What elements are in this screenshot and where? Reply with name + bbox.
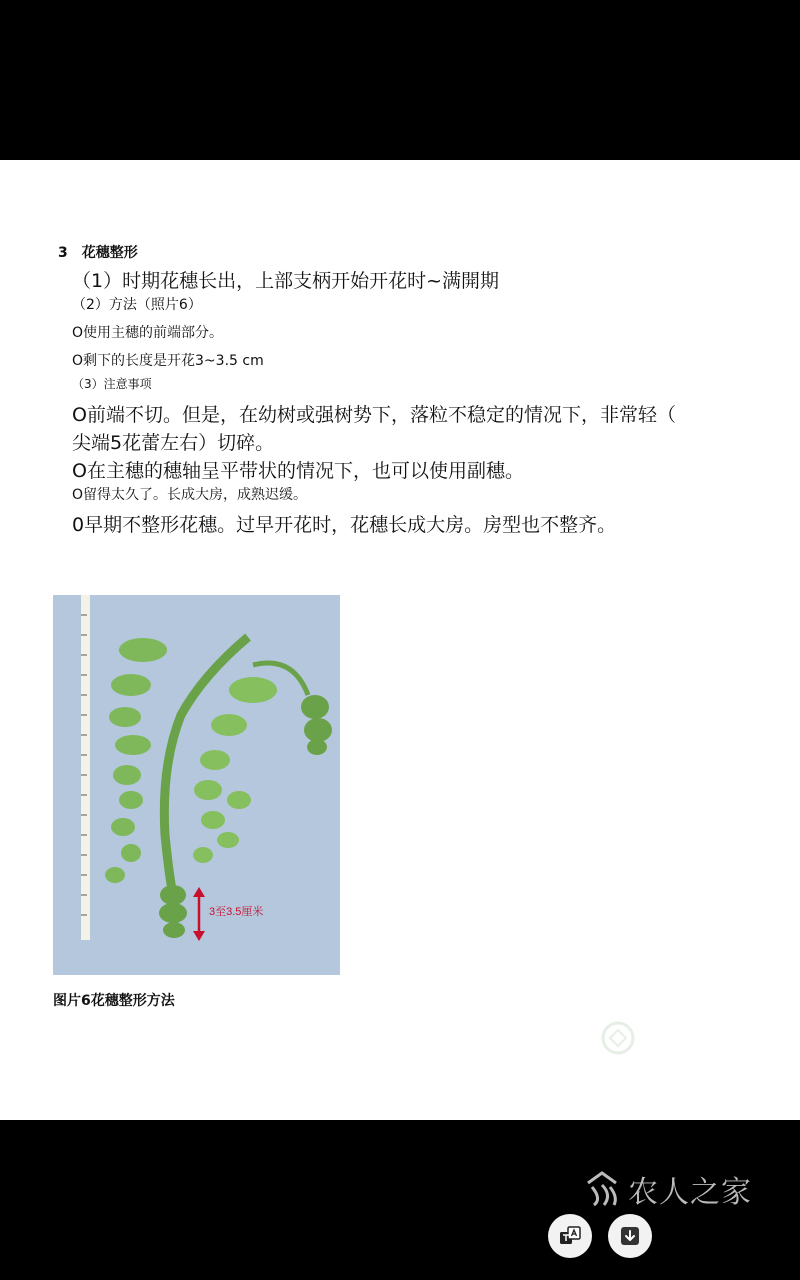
measuring-tape	[81, 595, 90, 940]
text-line-no-cut: O前端不切。但是，在幼树或强树势下，落粒不稳定的情况下，非常轻（	[72, 404, 676, 426]
text-line-notes: （3）注意事项	[72, 377, 152, 391]
measurement-arrow-icon	[193, 887, 205, 941]
download-icon	[618, 1224, 642, 1248]
removed-branches-left	[105, 638, 167, 883]
grape-cluster-illustration	[53, 595, 340, 975]
photo-caption: 图片6花穗整形方法	[53, 993, 175, 1009]
removed-branches-middle	[193, 677, 277, 863]
remaining-tip-cluster	[159, 885, 187, 938]
text-line-no-cut-cont: 尖端5花蕾左右）切碎。	[72, 432, 275, 454]
watermark-text: 农人之家	[628, 1175, 752, 1210]
grape-cluster-photo	[53, 595, 340, 975]
translate-icon	[558, 1224, 582, 1248]
translate-button[interactable]	[548, 1214, 592, 1258]
section-heading: 3 花穗整形	[58, 245, 138, 261]
text-line-too-long: O留得太久了。长成大房，成熟迟缓。	[72, 487, 308, 503]
document-image	[0, 160, 800, 1120]
right-tip-cluster	[301, 695, 332, 755]
text-line-method: （2）方法（照片6）	[72, 297, 202, 313]
photo-annotation: 3至3.5厘米	[209, 906, 264, 918]
download-button[interactable]	[608, 1214, 652, 1258]
text-line-period: （1）时期花穗长出，上部支柄开始开花时~满開期	[72, 270, 500, 292]
top-black-bar	[0, 0, 800, 160]
text-line-sub-cluster: O在主穗的穗轴呈平带状的情况下，也可以使用副穗。	[72, 460, 524, 482]
text-line-use-tip: O使用主穗的前端部分。	[72, 325, 224, 341]
faint-logo-icon	[598, 1018, 638, 1058]
nongrenzhijia-logo-icon	[582, 1169, 622, 1209]
text-line-length: O剩下的长度是开花3~3.5 cm	[72, 353, 264, 369]
brand-watermark	[582, 1166, 752, 1212]
text-line-early: 0早期不整形花穗。过早开花时，花穗长成大房。房型也不整齐。	[72, 514, 617, 536]
